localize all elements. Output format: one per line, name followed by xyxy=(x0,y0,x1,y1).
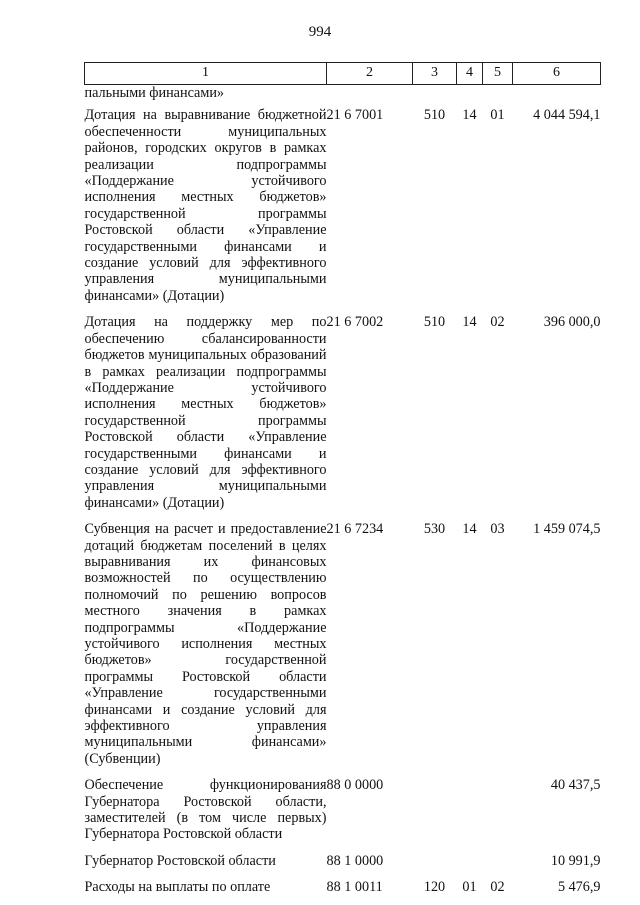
column-header: 6 xyxy=(513,63,601,85)
row-amount: 5 476,9 xyxy=(557,879,601,896)
column-header: 1 xyxy=(85,63,327,85)
column-header: 5 xyxy=(483,63,513,85)
table-row xyxy=(85,107,601,314)
row-col5 xyxy=(483,853,513,879)
row-col3: 120 xyxy=(423,879,446,896)
row-col5: 02 xyxy=(490,879,505,896)
table-row xyxy=(85,879,601,895)
row-amount: 4 044 594,1 xyxy=(533,107,601,124)
row-name: Субвенция на расчет и предоставление дотаций бюджетам поселений в целях выравнивания их финансовых возможностей по осуществлению полномочий по решению вопросов местного значения в рамках подпрограммы «Поддержание устойчивого исполнения местных бюджетов» государственной программы Ростовской области «Управление государственными финансами и создание условий для эффективного управления муниципальными финансами» (Субвенции) xyxy=(84,521,327,767)
row-col5: 02 xyxy=(490,314,505,331)
budget-table xyxy=(84,62,601,896)
row-col4: 14 xyxy=(462,107,477,124)
row-col3 xyxy=(413,853,457,879)
row-code: 21 6 7001 xyxy=(326,107,384,124)
column-header: 3 xyxy=(413,63,457,85)
row-name: Дотация на выравнивание бюджетной обеспеченности муниципальных районов, городских округов в рамках реализации подпрограммы «Поддержание устойчивого исполнения местных бюджетов» государственной программы Ростовской области «Управление государственными финансами и создание условий для эффективного управления муниципальными финансами» (Дотации) xyxy=(84,107,327,304)
page-number: 994 xyxy=(308,24,332,40)
row-code: 88 1 0011 xyxy=(326,879,383,896)
row-col4 xyxy=(457,777,483,853)
row-name: Расходы на выплаты по оплате xyxy=(84,879,271,896)
table-row xyxy=(85,853,601,879)
row-code: 21 6 7002 xyxy=(326,314,384,331)
row-code: 88 1 0000 xyxy=(326,852,384,869)
column-header: 4 xyxy=(457,63,483,85)
row-col5: 03 xyxy=(490,521,505,538)
row-col4: 14 xyxy=(462,521,477,538)
row-name: Губернатор Ростовской области xyxy=(84,852,276,869)
row-col5 xyxy=(483,777,513,853)
table-row xyxy=(85,521,601,777)
table-row xyxy=(85,314,601,521)
continuation-text: пальными финансами» xyxy=(84,85,225,101)
row-col3: 530 xyxy=(423,521,446,538)
row-col3 xyxy=(413,777,457,853)
row-col4: 14 xyxy=(462,314,477,331)
row-col4: 01 xyxy=(462,879,477,896)
row-code: 21 6 7234 xyxy=(326,521,384,538)
row-col3: 510 xyxy=(423,314,446,331)
row-col4 xyxy=(457,853,483,879)
row-amount: 40 437,5 xyxy=(550,777,601,794)
row-name: Обеспечение функционирования Губернатора Ростовской области, заместителей (в том числе первых) Губернатора Ростовской области xyxy=(84,777,327,843)
row-name: Дотация на поддержку мер по обеспечению сбалансированности бюджетов муниципальных образований в рамках реализации подпрограммы «Поддержание устойчивого исполнения местных бюджетов» государственной программы Ростовской области «Управление государственными финансами и создание условий для эффективного управления муниципальными финансами» (Дотации) xyxy=(84,314,327,511)
row-col3: 510 xyxy=(423,107,446,124)
row-col5: 01 xyxy=(490,107,505,124)
table-header-row xyxy=(85,63,601,85)
table-row xyxy=(85,777,601,853)
column-header: 2 xyxy=(327,63,413,85)
row-amount: 10 991,9 xyxy=(550,852,601,869)
row-amount: 396 000,0 xyxy=(543,314,601,331)
row-code: 88 0 0000 xyxy=(326,777,384,794)
row-amount: 1 459 074,5 xyxy=(533,521,601,538)
table-row xyxy=(85,85,601,108)
